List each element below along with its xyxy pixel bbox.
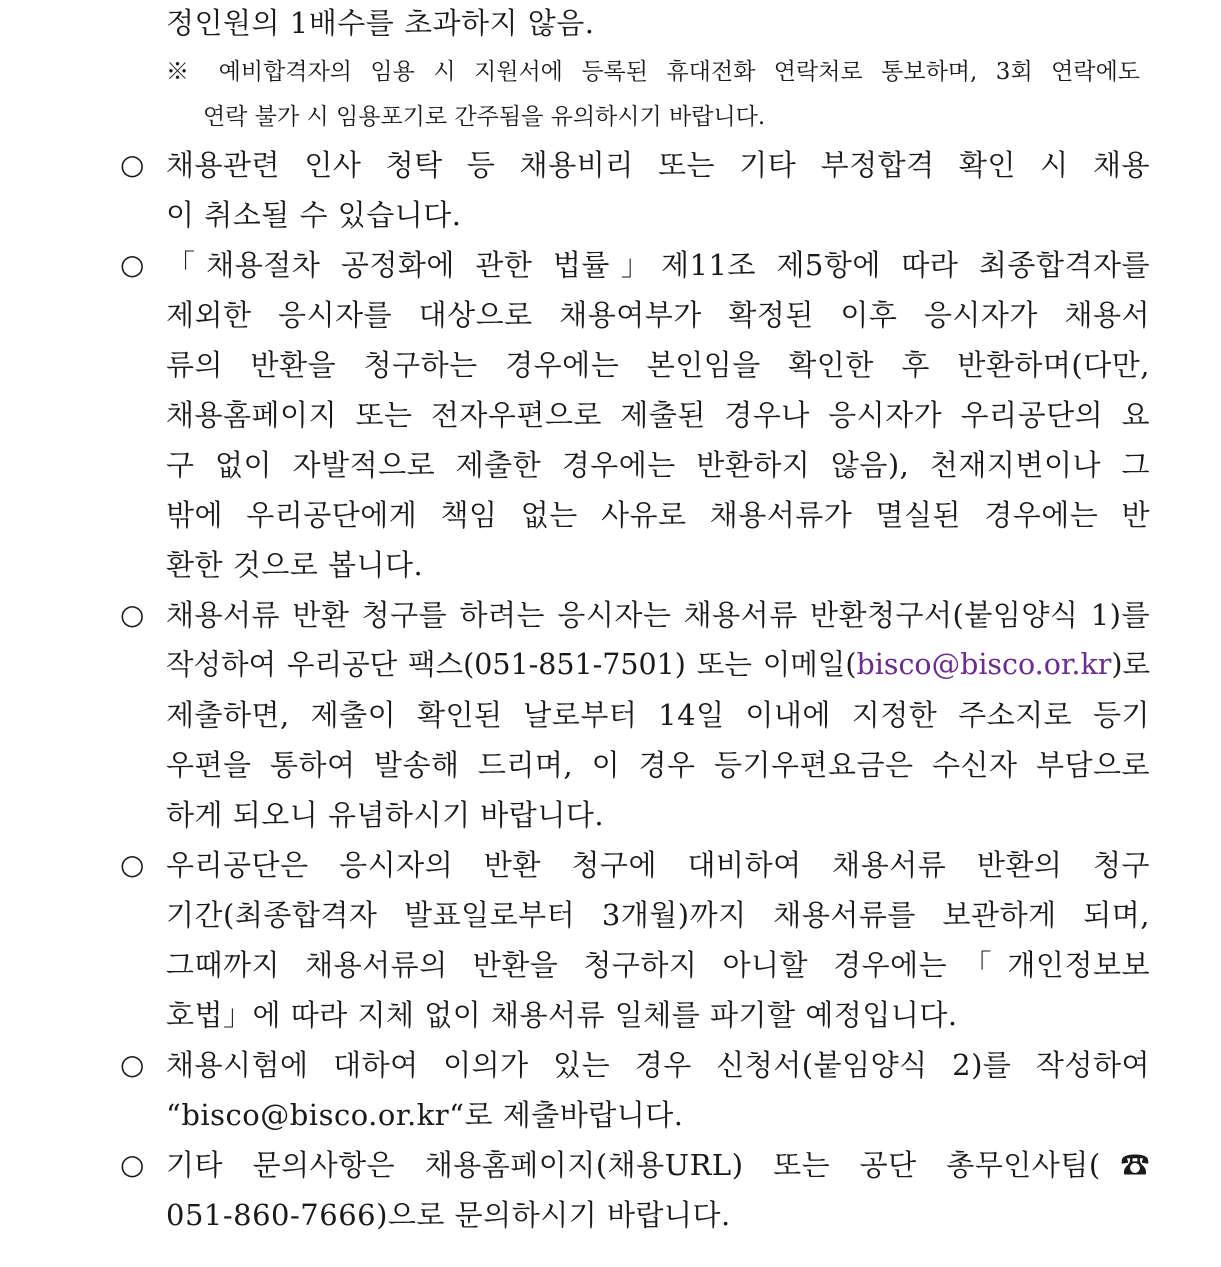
text-line: “bisco@bisco.or.kr“로 제출바랍니다. [166,1098,684,1132]
text-segment: 작성하여 우리공단 팩스(051-851-7501) 또는 이메일( [166,648,857,681]
text-line: 「채용절차 공정화에 관한 법률」제11조 제5항에 따라 최종합격자를 [166,248,1150,282]
text-line: 류의 반환을 청구하는 경우에는 본인임을 확인한 후 반환하며(다만, [166,348,1150,382]
bullet-circle: ○ [120,598,145,631]
text-line: 채용시험에 대하여 이의가 있는 경우 신청서(붙임양식 2)를 작성하여 [166,1048,1150,1082]
bullet-circle: ○ [120,248,145,281]
text-line: 채용관련 인사 청탁 등 채용비리 또는 기타 부정합격 확인 시 채용 [166,148,1150,182]
text-line: 이 취소될 수 있습니다. [166,198,462,232]
note-line: 연락 불가 시 임용포기로 간주됨을 유의하시기 바랍니다. [203,104,766,130]
text-line: 우편을 통하여 발송해 드리며, 이 경우 등기우편요금은 수신자 부담으로 [166,748,1150,782]
text-segment: )로 [1111,648,1150,681]
text-line: 051-860-7666)으로 문의하시기 바랍니다. [166,1198,731,1232]
email-link[interactable]: bisco@bisco.or.kr [856,648,1112,681]
bullet-circle: ○ [120,1048,145,1081]
text-line: 제출하면, 제출이 확인된 날로부터 14일 이내에 지정한 주소지로 등기 [166,698,1150,732]
text-line: 채용홈페이지 또는 전자우편으로 제출된 경우나 응시자가 우리공단의 요 [166,398,1150,432]
text-line: 채용서류 반환 청구를 하려는 응시자는 채용서류 반환청구서(붙임양식 1)를 [166,598,1150,632]
text-line-with-email [166,640,1150,690]
text-line: 밖에 우리공단에게 책임 없는 사유로 채용서류가 멸실된 경우에는 반 [166,498,1150,532]
note-line: ※ 예비합격자의 임용 시 지원서에 등록된 휴대전화 연락처로 통보하며, 3회 연락에도 [166,59,1140,85]
bullet-circle: ○ [120,1148,145,1181]
text-line: 구 없이 자발적으로 제출한 경우에는 반환하지 않음), 천재지변이나 그 [166,448,1150,482]
text-line: 기타 문의사항은 채용홈페이지(채용URL) 또는 공단 총무인사팀(☎ [166,1148,1150,1182]
bullet-circle: ○ [120,848,145,881]
text-line: 환한 것으로 봅니다. [166,548,424,582]
text-line: 그때까지 채용서류의 반환을 청구하지 아니할 경우에는「개인정보보 [166,948,1150,982]
text-line: 우리공단은 응시자의 반환 청구에 대비하여 채용서류 반환의 청구 [166,848,1150,882]
text-line: 제외한 응시자를 대상으로 채용여부가 확정된 이후 응시자가 채용서 [166,298,1150,332]
bullet-circle: ○ [120,148,145,181]
text-line: 기간(최종합격자 발표일로부터 3개월)까지 채용서류를 보관하게 되며, [166,898,1150,932]
text-line: 호법」에 따라 지체 없이 채용서류 일체를 파기할 예정입니다. [166,998,958,1032]
text-line: 하게 되오니 유념하시기 바랍니다. [166,798,605,832]
text-line: 정인원의 1배수를 초과하지 않음. [166,6,595,40]
